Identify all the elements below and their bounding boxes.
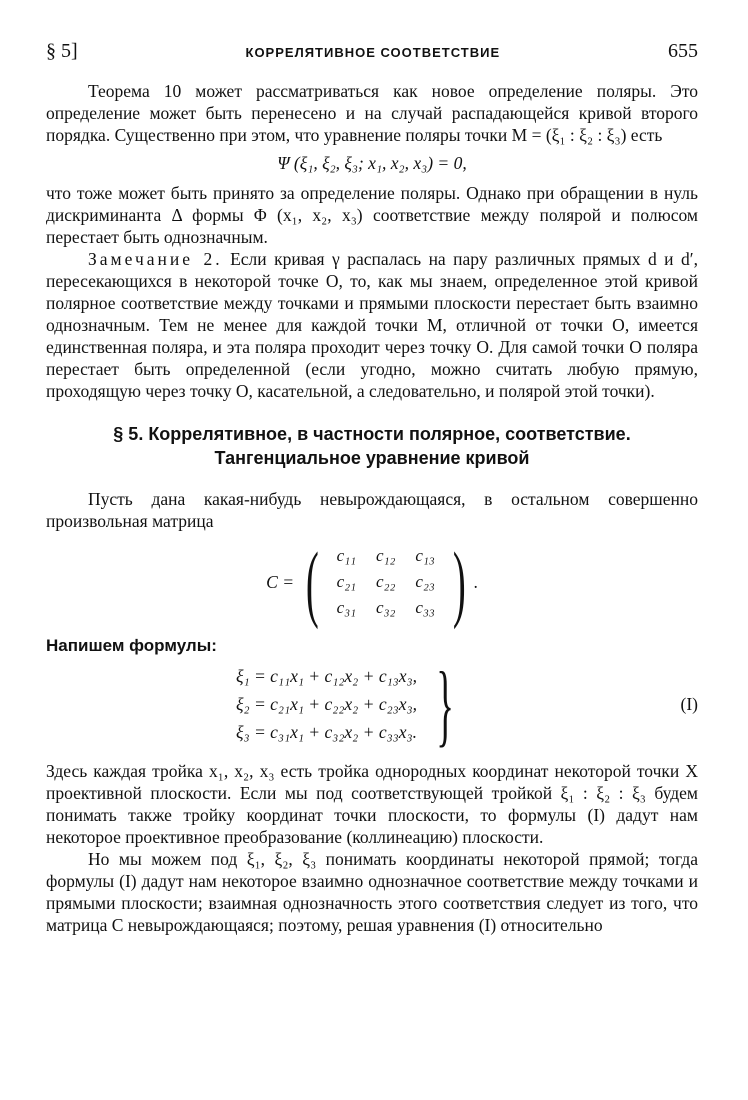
equation-number: (I)	[680, 693, 698, 714]
section-heading-line1: § 5. Коррелятивное, в частности полярное, соответствие.	[113, 424, 631, 444]
matrix-c	[327, 543, 445, 621]
paragraph-line-coordinates: Но мы можем под ξ₁, ξ₂, ξ₃ понимать координаты некоторой прямой; тогда формулы (I) дадут нам некоторое взаимно однозначное соответствие между точками и прямыми плоскости; взаимная однозначность этого соответствия следует из того, что матрица C невырождающаяся; поэтому, решая уравнения (I) относительно	[46, 849, 698, 935]
book-page	[46, 40, 698, 936]
section-heading	[46, 422, 698, 470]
running-header	[46, 40, 698, 80]
matrix-cell: c₂₃	[415, 572, 435, 591]
matrix-display	[46, 534, 698, 630]
paragraph-remark	[46, 248, 698, 402]
equation-system	[46, 653, 698, 755]
formulas-label: Напишем формулы:	[46, 636, 217, 655]
right-brace: }	[436, 653, 454, 755]
matrix-cell: c₃₁	[336, 598, 357, 617]
section-heading-line2: Тангенциальное уравнение кривой	[214, 448, 530, 468]
matrix-cell: c₂₁	[336, 572, 357, 591]
matrix-trail: .	[473, 571, 478, 592]
equation-line: ξ₂ = c₂₁x₁ + c₂₂x₂ + c₂₃x₃,	[236, 694, 417, 714]
paragraph-discriminant: что тоже может быть принято за определение поляры. Однако при обращении в нуль дискриминанта Δ формы Φ (x₁, x₂, x₃) соответствие между полярой и полюсом перестает быть однозначным.	[46, 183, 698, 247]
equation-line: ξ₃ = c₃₁x₁ + c₃₂x₂ + c₃₃x₃.	[236, 722, 417, 742]
right-paren: )	[452, 534, 466, 630]
paragraph-homogeneous: Здесь каждая тройка x₁, x₂, x₃ есть тройка однородных координат некоторой точки X проективной плоскости. Если мы под соответствующей тройкой ξ₁ : ξ₂ : ξ₃ будем понимать также тройку координат точки плоскости, то формулы (I) дадут нам некоторое проективное преобразование (коллинеацию) плоскости.	[46, 761, 698, 847]
matrix-label: C =	[266, 571, 295, 592]
header-title: КОРРЕЛЯТИВНОЕ СООТВЕТСТВИЕ	[245, 45, 501, 60]
equation-list	[236, 662, 417, 746]
header-section: § 5]	[46, 40, 78, 62]
matrix-cell: c₃₂	[376, 598, 396, 617]
page-number: 655	[667, 40, 698, 62]
remark-label: Замечание 2.	[88, 249, 223, 269]
matrix-cell: c₃₃	[415, 598, 435, 617]
paragraph-theorem: Теорема 10 может рассматриваться как новое определение поляры. Это определение может быть перенесено и на случай распадающейся кривой второго порядка. Существенно при этом, что уравнение поляры точки M = (ξ₁ : ξ₂ : ξ₃) есть	[46, 81, 698, 145]
paragraph-matrix-intro: Пусть дана какая-нибудь невырождающаяся, в остальном совершенно произвольная матрица	[46, 489, 698, 531]
matrix-cell: c₁₂	[376, 546, 396, 565]
remark-text: Если кривая γ распалась на пару различных прямых d и d′, пересекающихся в некоторой точке O, то, как мы знаем, определенное этой кривой полярное соответствие между точками и прямыми плоскости перестает быть взаимно однозначным. Тем не менее для каждой точки M, отличной от точки O, имеется единственная поляра, и эта поляра проходит через точку O. Для самой точки O поляра перестает быть определенной (если угодно, можно считать любую прямую, проходящую через точку O, касательной, а следовательно, и полярой этой точки).	[46, 249, 698, 401]
equation-line: ξ₁ = c₁₁x₁ + c₁₂x₂ + c₁₃x₃,	[236, 666, 417, 686]
matrix-cell: c₁₁	[336, 546, 357, 565]
matrix-row	[327, 569, 445, 595]
matrix-row	[327, 543, 445, 569]
matrix-cell: c₁₃	[415, 546, 435, 565]
matrix-row	[327, 595, 445, 621]
left-paren: (	[305, 534, 319, 630]
matrix-cell: c₂₂	[376, 572, 396, 591]
polar-equation: Ψ (ξ₁, ξ₂, ξ₃; x₁, x₂, x₃) = 0,	[277, 153, 467, 173]
